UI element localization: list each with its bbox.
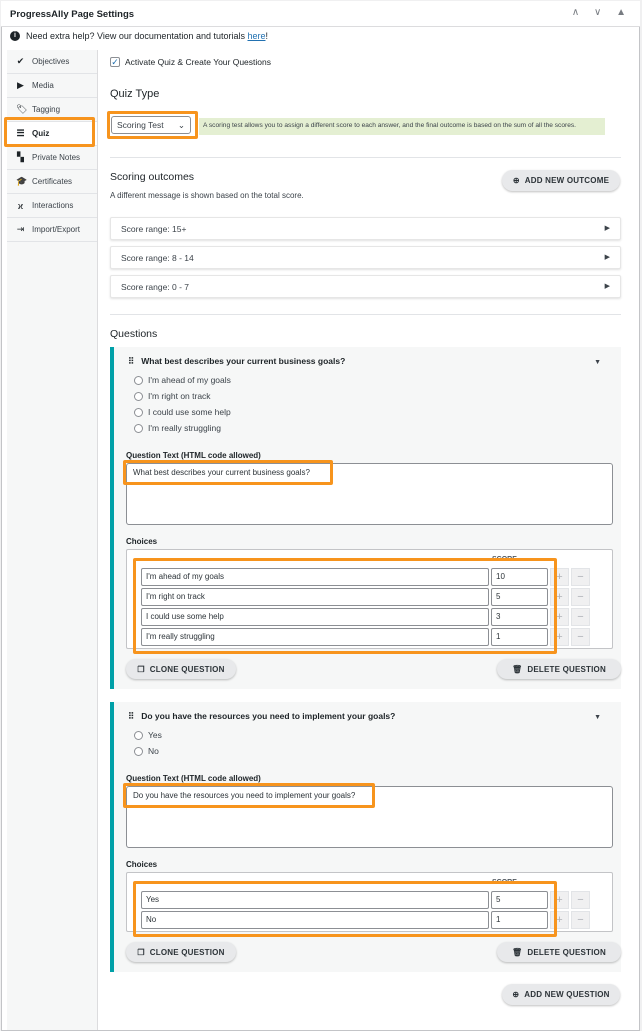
- score-column-label: SCORE: [492, 556, 517, 563]
- quiz-icon: ☰: [16, 128, 25, 138]
- score-range-row[interactable]: [110, 275, 621, 298]
- question-text-value: Do you have the resources you need to implement your goals?: [133, 791, 356, 800]
- panel-title: ProgressAlly Page Settings: [10, 9, 135, 20]
- sidebar-item-objectives[interactable]: [7, 50, 97, 74]
- question-text-value: What best describes your current business goals?: [133, 468, 310, 477]
- import-export-icon: ⇥: [16, 224, 25, 234]
- interactions-icon: ϰ: [17, 200, 24, 211]
- sidebar-item-certificates[interactable]: [7, 170, 97, 194]
- question-block: [110, 702, 621, 972]
- question-text-label: Question Text (HTML code allowed): [126, 774, 261, 783]
- remove-choice-button[interactable]: −: [571, 628, 590, 646]
- sidebar-item-label: Quiz: [32, 129, 50, 138]
- radio-button[interactable]: [134, 408, 143, 417]
- score-column-label: SCORE: [492, 879, 517, 886]
- score-range-row[interactable]: [110, 217, 621, 240]
- caret-down-icon[interactable]: ▼: [594, 714, 601, 721]
- activate-label: Activate Quiz & Create Your Questions: [125, 57, 271, 67]
- caret-right-icon: ▶: [604, 283, 610, 290]
- trash-icon: 🗑: [512, 947, 523, 957]
- choice-score: 10: [496, 572, 505, 581]
- score-range-label: Score range: 15+: [121, 224, 187, 234]
- choice-preview-label: Yes: [148, 730, 162, 740]
- question-header[interactable]: [128, 711, 395, 722]
- choices-editor: [126, 549, 613, 649]
- help-suffix: !: [265, 31, 269, 41]
- choices-editor: [126, 872, 613, 932]
- quiz-type-value: Scoring Test: [117, 120, 164, 130]
- question-header[interactable]: [128, 356, 345, 367]
- help-line: [10, 31, 268, 41]
- choices-label: Choices: [126, 860, 158, 869]
- choice-text: I'm really struggling: [146, 632, 215, 641]
- add-choice-button[interactable]: +: [550, 911, 569, 929]
- remove-choice-button[interactable]: −: [571, 911, 590, 929]
- remove-choice-button[interactable]: −: [571, 588, 590, 606]
- choice-text: I could use some help: [146, 612, 224, 621]
- choice-score: 1: [496, 632, 501, 641]
- add-choice-button[interactable]: +: [550, 891, 569, 909]
- question-text-label: Question Text (HTML code allowed): [126, 451, 261, 460]
- choice-score: 5: [496, 592, 501, 601]
- delete-question-button[interactable]: [497, 942, 621, 962]
- choice-score: 5: [496, 895, 501, 904]
- divider: [110, 157, 621, 158]
- sidebar-item-import-export[interactable]: [7, 218, 97, 242]
- sidebar-item-media[interactable]: [7, 74, 97, 98]
- caret-right-icon: ▶: [604, 254, 610, 261]
- question-title: What best describes your current business goals?: [141, 356, 346, 366]
- question-title: Do you have the resources you need to implement your goals?: [141, 711, 396, 721]
- copy-icon: ❐: [137, 947, 145, 957]
- add-choice-button[interactable]: +: [550, 568, 569, 586]
- question-block: [110, 347, 621, 689]
- copy-icon: ❐: [137, 664, 145, 674]
- choice-text: Yes: [146, 895, 160, 904]
- sidebar-item-private-notes[interactable]: [7, 146, 97, 170]
- add-question-button[interactable]: [502, 984, 620, 1005]
- score-range-label: Score range: 0 - 7: [121, 282, 190, 292]
- choice-text: I'm ahead of my goals: [146, 572, 225, 581]
- quiz-highlight: [4, 117, 95, 147]
- delete-label: DELETE QUESTION: [527, 947, 606, 957]
- questions-heading: Questions: [110, 328, 158, 340]
- radio-button[interactable]: [134, 424, 143, 433]
- panel-header: [1, 1, 640, 27]
- tagging-icon: 🏷: [16, 104, 28, 114]
- choices-highlight: [133, 881, 557, 937]
- quiz-type-select[interactable]: [111, 116, 191, 134]
- choice-preview-label: I'm right on track: [148, 391, 211, 401]
- choices-label: Choices: [126, 537, 158, 546]
- add-choice-button[interactable]: +: [550, 608, 569, 626]
- add-outcome-button[interactable]: [502, 170, 620, 191]
- radio-button[interactable]: [134, 392, 143, 401]
- choice-preview[interactable]: [134, 388, 211, 404]
- sidebar-item-label: Interactions: [32, 201, 74, 210]
- plus-circle-icon: ⊕: [512, 990, 520, 999]
- sidebar-item-label: Objectives: [32, 57, 70, 66]
- activate-checkbox[interactable]: ✓: [111, 57, 119, 67]
- delete-label: DELETE QUESTION: [527, 664, 606, 674]
- choice-score: 1: [496, 915, 501, 924]
- trash-icon: 🗑: [512, 664, 523, 674]
- activate-quiz[interactable]: [110, 57, 271, 67]
- add-choice-button[interactable]: +: [550, 588, 569, 606]
- panel-controls[interactable]: ∧ ∨ ▲: [571, 7, 632, 18]
- sidebar-item-label: Import/Export: [32, 225, 81, 234]
- chevron-down-icon: ⌄: [177, 120, 185, 130]
- quiz-type-description: A scoring test allows you to assign a different score to each answer, and the final outcome is based on the sum of all the scores.: [199, 118, 605, 135]
- remove-choice-button[interactable]: −: [571, 608, 590, 626]
- private-notes-icon: ▚: [17, 152, 24, 162]
- clone-question-button[interactable]: [126, 942, 236, 962]
- sidebar-item-interactions[interactable]: [7, 194, 97, 218]
- help-text: Need extra help? View our documentation and tutorials: [26, 31, 248, 41]
- sidebar-item-label: Media: [32, 81, 54, 90]
- delete-question-button[interactable]: [497, 659, 621, 679]
- add-outcome-label: ADD NEW OUTCOME: [524, 176, 610, 185]
- score-range-row[interactable]: [110, 246, 621, 269]
- question-text-highlight: [123, 460, 333, 485]
- add-question-label: ADD NEW QUESTION: [524, 990, 610, 999]
- sidebar-item-label: Private Notes: [32, 153, 81, 162]
- choice-preview-label: No: [148, 746, 159, 756]
- add-choice-button[interactable]: +: [550, 628, 569, 646]
- choice-preview-label: I'm ahead of my goals: [148, 375, 231, 385]
- choice-text: I'm right on track: [146, 592, 205, 601]
- sidebar-item-label: Tagging: [32, 105, 61, 114]
- plus-circle-icon: ⊕: [512, 176, 520, 185]
- quiz-type-heading: Quiz Type: [110, 88, 160, 100]
- sidebar: [7, 50, 98, 1030]
- clone-question-button[interactable]: [126, 659, 236, 679]
- radio-button[interactable]: [134, 731, 143, 740]
- choice-preview-label: I'm really struggling: [148, 423, 221, 433]
- remove-choice-button[interactable]: −: [571, 891, 590, 909]
- score-range-label: Score range: 8 - 14: [121, 253, 194, 263]
- choice-text: No: [146, 915, 157, 924]
- choice-preview[interactable]: [134, 404, 231, 420]
- divider: [110, 314, 621, 315]
- outcomes-subtitle: A different message is shown based on the total score.: [110, 191, 304, 200]
- choice-score: 3: [496, 612, 501, 621]
- caret-down-icon[interactable]: ▼: [594, 359, 601, 366]
- choices-highlight: [133, 558, 557, 654]
- outcomes-heading: Scoring outcomes: [110, 171, 195, 183]
- radio-button[interactable]: [134, 747, 143, 756]
- drag-handle-icon[interactable]: ⠿: [128, 711, 135, 721]
- radio-button[interactable]: [134, 376, 143, 385]
- choice-preview[interactable]: [134, 372, 231, 388]
- objectives-icon: ✔: [16, 56, 25, 66]
- help-link[interactable]: here: [247, 31, 266, 41]
- drag-handle-icon[interactable]: ⠿: [128, 356, 135, 366]
- remove-choice-button[interactable]: −: [571, 568, 590, 586]
- sidebar-item-label: Certificates: [32, 177, 73, 186]
- clone-label: CLONE QUESTION: [149, 664, 225, 674]
- info-icon: i: [10, 31, 20, 41]
- choice-preview[interactable]: [134, 743, 159, 759]
- choice-preview[interactable]: [134, 420, 221, 436]
- caret-right-icon: ▶: [604, 225, 610, 232]
- question-text-highlight: [123, 783, 375, 808]
- certificates-icon: 🎓: [16, 176, 28, 186]
- choice-preview-label: I could use some help: [148, 407, 231, 417]
- clone-label: CLONE QUESTION: [149, 947, 225, 957]
- media-icon: ▶: [17, 80, 24, 90]
- choice-preview[interactable]: [134, 727, 162, 743]
